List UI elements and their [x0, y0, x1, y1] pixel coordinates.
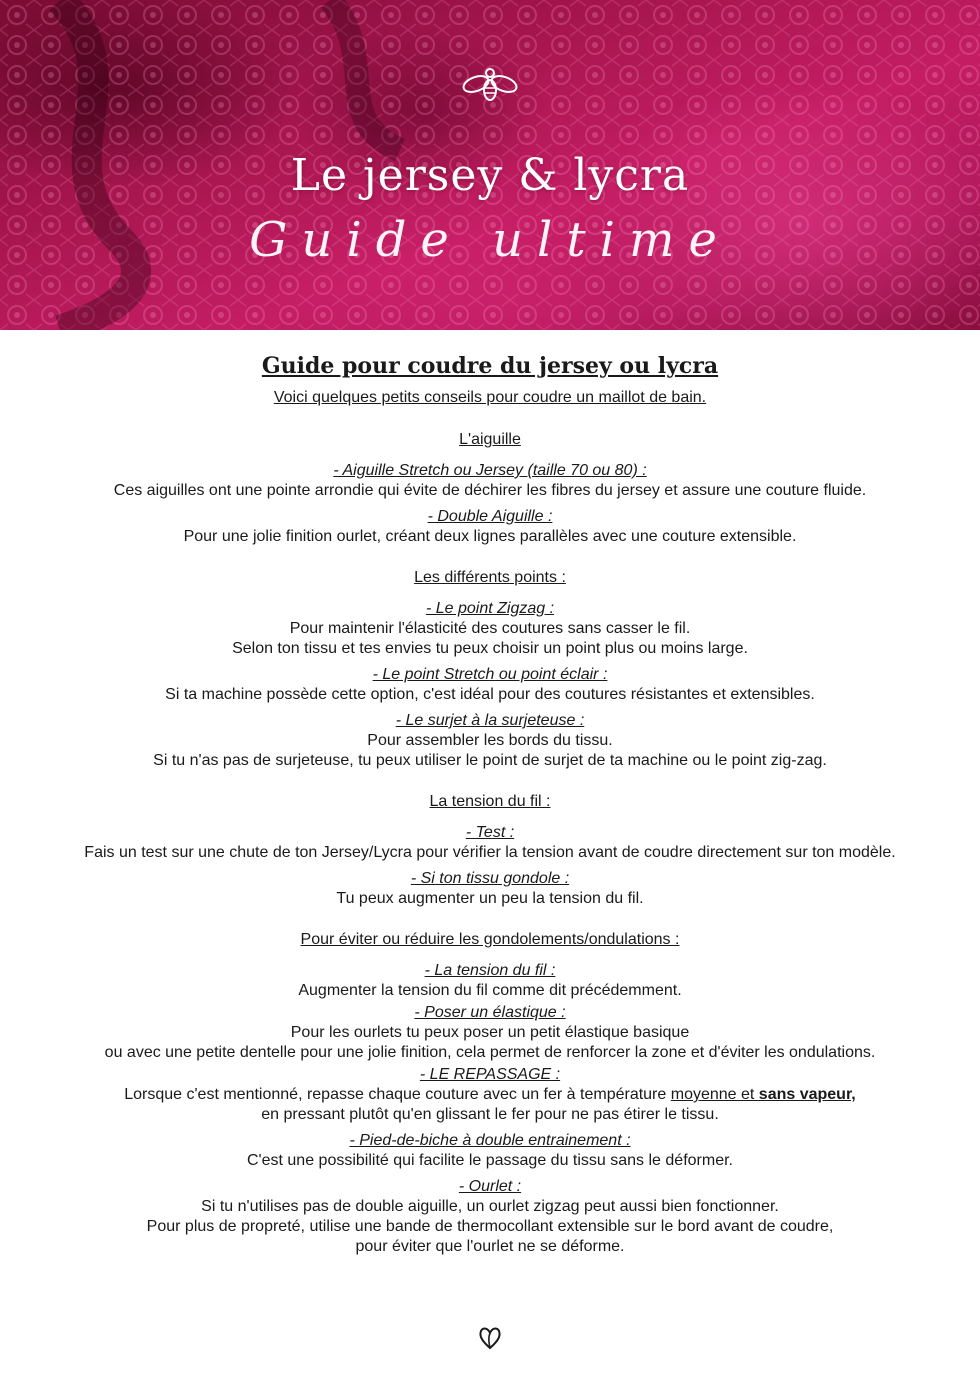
- document-body: [0, 345, 980, 1259]
- section-heading-points: Les différents points :: [414, 569, 566, 586]
- page-script-subtitle: Guide ultime: [249, 212, 731, 268]
- item-label: - Le point Stretch ou point éclair :: [372, 666, 608, 683]
- item-label: - Test :: [465, 824, 515, 841]
- list-item: [0, 665, 980, 705]
- item-text: Selon ton tissu et tes envies tu peux choisir un point plus ou moins large.: [232, 640, 748, 657]
- heart-icon: [477, 1325, 503, 1351]
- section-heading-gondolements: Pour éviter ou réduire les gondolements/ondulations :: [300, 931, 680, 948]
- item-text: Pour maintenir l'élasticité des coutures sans casser le fil.: [289, 620, 691, 637]
- item-text-underlined: moyenne et: [670, 1086, 759, 1103]
- item-text: ou avec une petite dentelle pour une jolie finition, cela permet de renforcer la zone et d'éviter les ondulations.: [104, 1044, 876, 1061]
- list-item: [0, 599, 980, 659]
- item-text: [0, 1085, 980, 1105]
- item-text: pour éviter que l'ourlet ne se déforme.: [355, 1238, 625, 1255]
- item-label: - La tension du fil :: [424, 962, 556, 979]
- item-text: Pour les ourlets tu peux poser un petit élastique basique: [290, 1024, 690, 1041]
- item-label: - Double Aiguille :: [427, 508, 553, 525]
- item-text: Si ta machine possède cette option, c'est idéal pour des coutures résistantes et extensibles.: [165, 686, 815, 703]
- item-text-bold: sans vapeur,: [758, 1086, 856, 1103]
- item-label: - Le point Zigzag :: [425, 600, 555, 617]
- guide-title: Guide pour coudre du jersey ou lycra: [261, 353, 719, 379]
- item-text-start: Lorsque c'est mentionné, repasse chaque couture avec un fer à température: [124, 1086, 671, 1103]
- item-text: Ces aiguilles ont une pointe arrondie qui évite de déchirer les fibres du jersey et assure une couture fluide.: [113, 482, 867, 499]
- hero-banner: [0, 0, 980, 330]
- section-heading-tension: La tension du fil :: [429, 793, 551, 810]
- list-item: [0, 711, 980, 771]
- page-title: Le jersey & lycra: [290, 150, 690, 201]
- list-item: [0, 823, 980, 863]
- list-item: [0, 507, 980, 547]
- section-heading-aiguille: L'aiguille: [459, 431, 521, 448]
- list-item: [0, 1003, 980, 1063]
- list-item: [0, 1177, 980, 1257]
- item-text: Pour assembler les bords du tissu.: [367, 732, 613, 749]
- list-item: [0, 461, 980, 501]
- list-item: [0, 869, 980, 909]
- item-text: Pour plus de propreté, utilise une bande de thermocollant extensible sur le bord avant de coudre,: [146, 1218, 834, 1235]
- item-label: - Aiguille Stretch ou Jersey (taille 70 ou 80) :: [333, 462, 647, 479]
- item-text: C'est une possibilité qui facilite le passage du tissu sans le déformer.: [247, 1152, 733, 1169]
- item-text: Tu peux augmenter un peu la tension du fil.: [336, 890, 644, 907]
- guide-intro: Voici quelques petits conseils pour coudre un maillot de bain.: [273, 389, 707, 406]
- list-item: [0, 961, 980, 1001]
- list-item: [0, 1065, 980, 1125]
- item-text: Si tu n'utilises pas de double aiguille, un ourlet zigzag peut aussi bien fonctionner.: [201, 1198, 779, 1215]
- item-label: - Poser un élastique :: [414, 1004, 566, 1021]
- item-label: - LE REPASSAGE :: [419, 1066, 561, 1083]
- item-label: - Le surjet à la surjeteuse :: [395, 712, 585, 729]
- list-item: [0, 1131, 980, 1171]
- item-text: Augmenter la tension du fil comme dit précédemment.: [298, 982, 682, 999]
- item-text: en pressant plutôt qu'en glissant le fer pour ne pas étirer le tissu.: [261, 1106, 719, 1123]
- item-text: Pour une jolie finition ourlet, créant deux lignes parallèles avec une couture extensible.: [183, 528, 797, 545]
- item-text: Si tu n'as pas de surjeteuse, tu peux utiliser le point de surjet de ta machine ou le point zig-zag.: [153, 752, 827, 769]
- item-label: - Ourlet :: [458, 1178, 522, 1195]
- bee-logo-icon: [461, 64, 519, 104]
- item-label: - Si ton tissu gondole :: [410, 870, 570, 887]
- item-text: Fais un test sur une chute de ton Jersey/Lycra pour vérifier la tension avant de coudre directement sur ton modèle.: [84, 844, 896, 861]
- item-label: - Pied-de-biche à double entrainement :: [349, 1132, 631, 1149]
